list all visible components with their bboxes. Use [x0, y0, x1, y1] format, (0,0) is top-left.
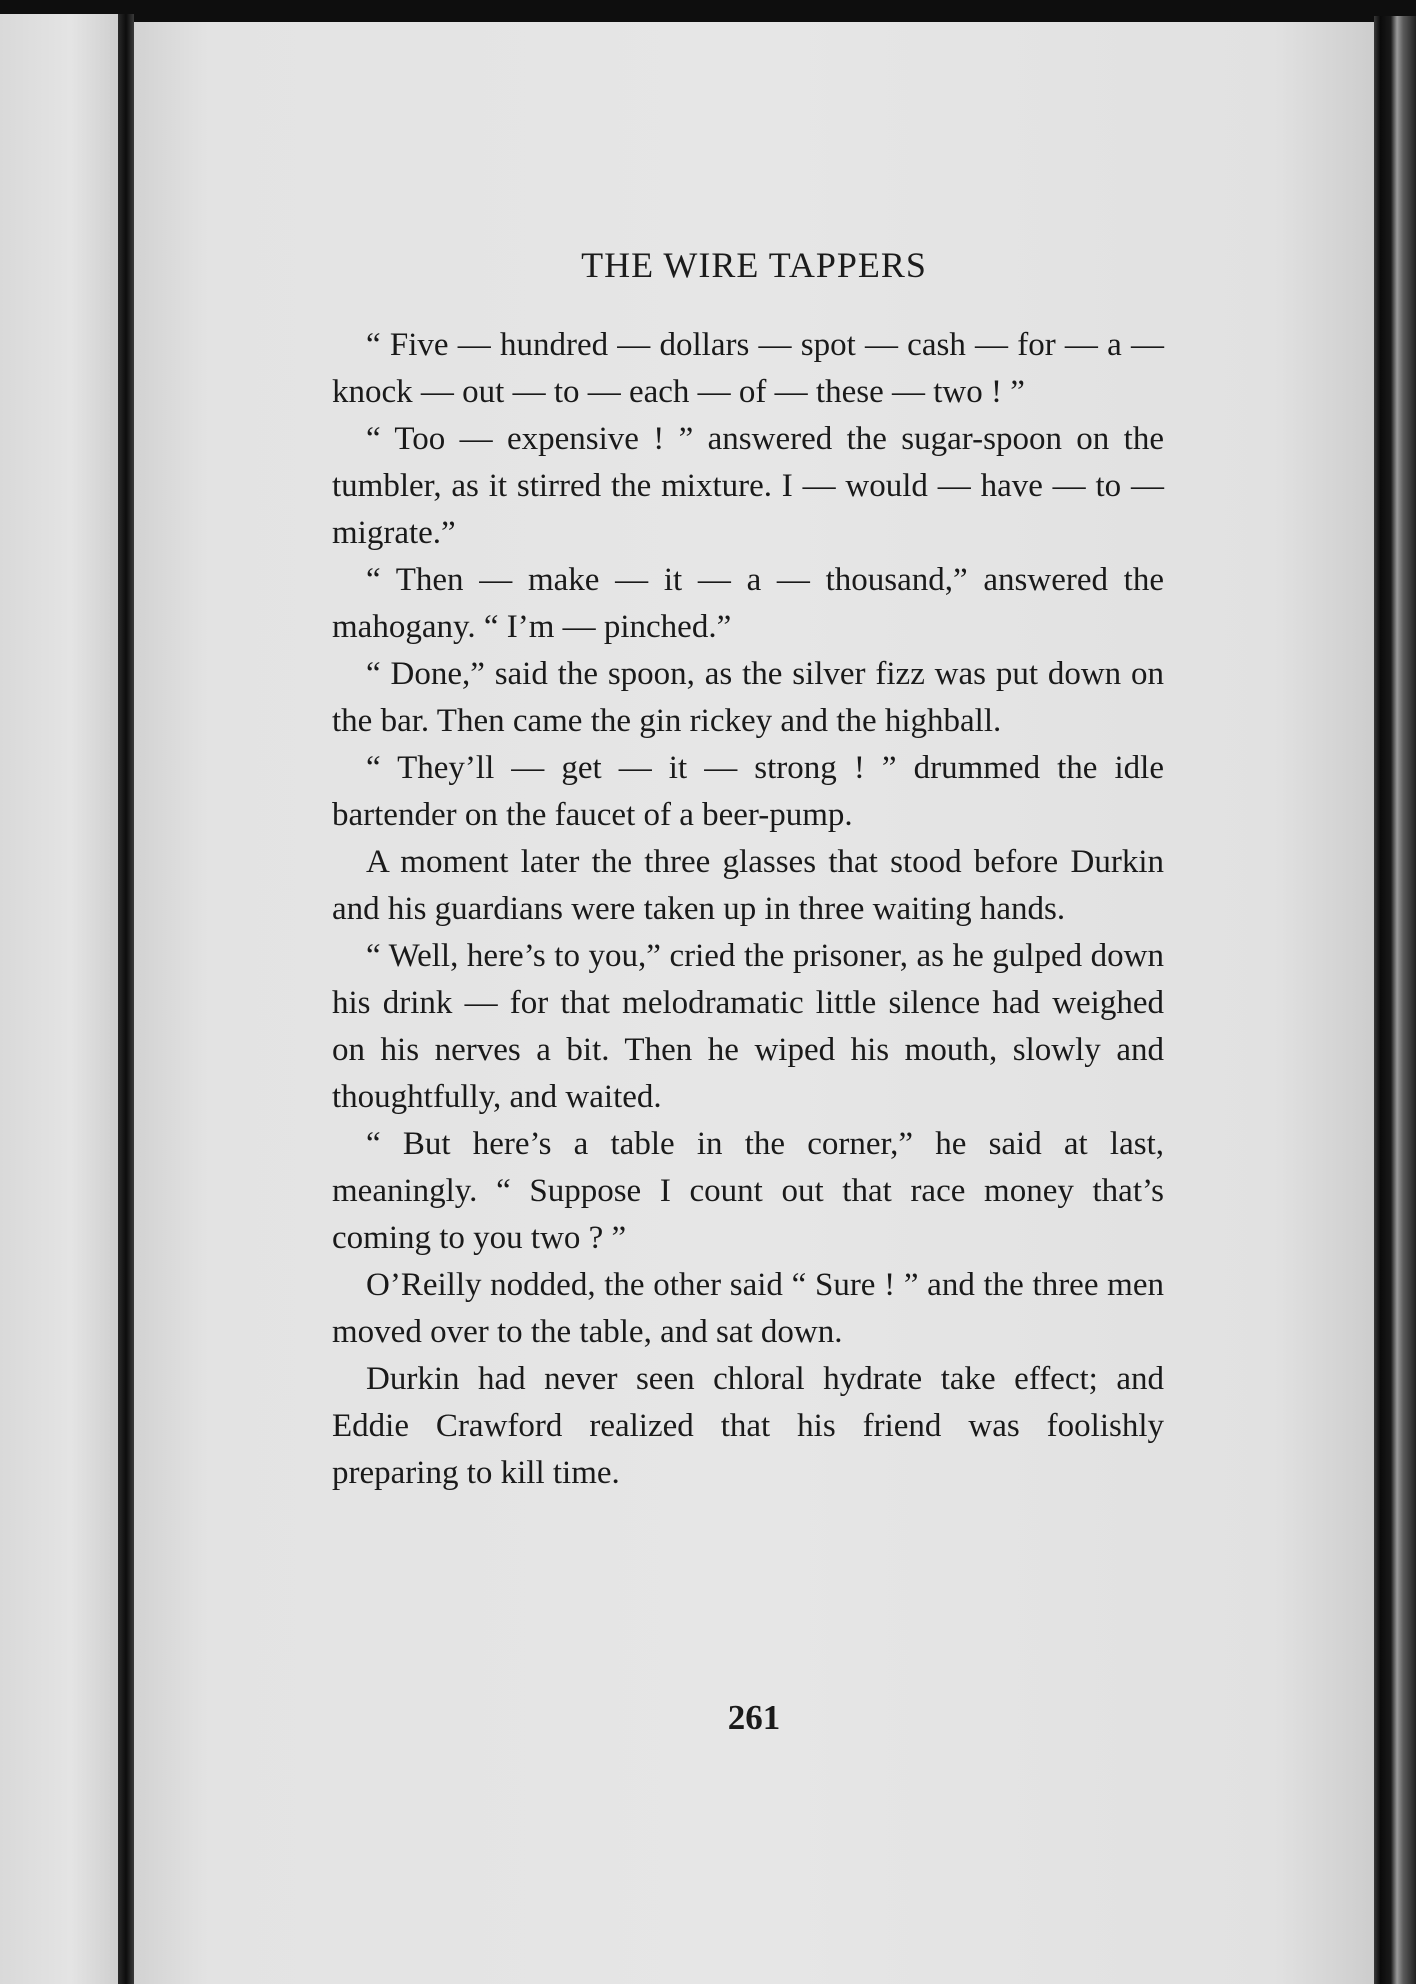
paragraph: “ Too — expensive ! ” answered the sugar-spoon on the tumbler, as it stirred the mixture. I — would — have — to — migrate.”: [332, 421, 1164, 551]
paragraph: “ But here’s a table in the corner,” he said at last, meaningly. “ Suppose I count out that race money that’s coming to you two ? ”: [332, 1126, 1164, 1256]
book-cover-edge: [1374, 16, 1416, 1984]
paragraph: “ They’ll — get — it — strong ! ” drummed the idle bartender on the faucet of a beer-pump.: [332, 750, 1164, 833]
paragraph: “ Five — hundred — dollars — spot — cash — for — a — knock — out — to — each — of — these — two ! ”: [332, 327, 1164, 410]
paragraph: Durkin had never seen chloral hydrate take effect; and Eddie Crawford realized that his friend was foolishly preparing to kill time.: [332, 1361, 1164, 1491]
running-head: THE WIRE TAPPERS: [581, 245, 927, 285]
body-text: [332, 322, 1164, 1497]
scan-top-edge: [0, 0, 1416, 22]
page-number: 261: [727, 1698, 781, 1737]
paragraph: O’Reilly nodded, the other said “ Sure ! ” and the three men moved over to the table, and sat down.: [332, 1267, 1164, 1350]
paragraph: A moment later the three glasses that stood before Durkin and his guardians were taken up in three waiting hands.: [332, 844, 1164, 927]
book-page: [134, 22, 1374, 1984]
facing-page-edge: [0, 14, 118, 1984]
paragraph: “ Then — make — it — a — thousand,” answered the mahogany. “ I’m — pinched.”: [332, 562, 1164, 645]
paragraph: “ Well, here’s to you,” cried the prisoner, as he gulped down his drink — for that melodramatic little silence had weighed on his nerves a bit. Then he wiped his mouth, slowly and thoughtfully, and waited.: [332, 938, 1164, 1115]
book-gutter: [118, 14, 134, 1984]
paragraph: “ Done,” said the spoon, as the silver fizz was put down on the bar. Then came the gin rickey and the highball.: [332, 656, 1164, 739]
